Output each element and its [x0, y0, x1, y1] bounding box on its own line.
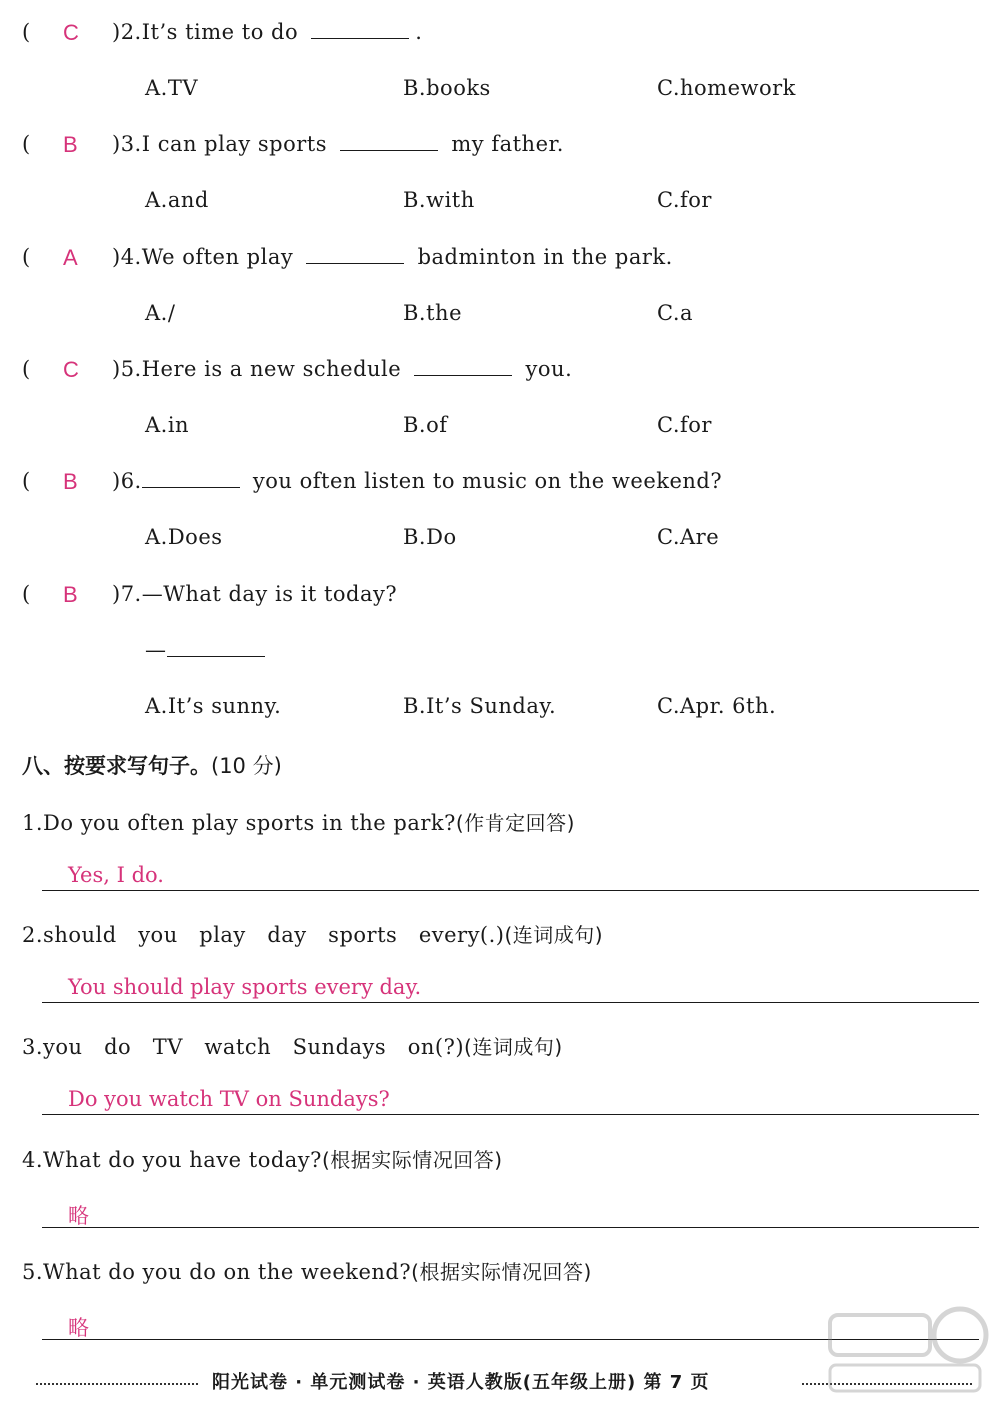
option-b: B.with — [403, 188, 475, 212]
footer-dots-left — [36, 1383, 198, 1385]
option-b: B.the — [403, 301, 462, 325]
watermark-logo-icon — [820, 1300, 990, 1400]
option-b: B.of — [403, 413, 448, 437]
answer-line — [42, 1114, 979, 1115]
written-answer: Yes, I do. — [68, 863, 164, 887]
write-question: 4.What do you have today?(根据实际情况回答) — [22, 1148, 503, 1172]
answer-letter: B — [63, 582, 78, 607]
footer-text: 阳光试卷 · 单元测试卷 · 英语人教版(五年级上册) 第 7 页 — [212, 1372, 710, 1393]
written-answer: Do you watch TV on Sundays? — [68, 1087, 390, 1111]
answer-blank — [167, 638, 265, 657]
option-a: A.and — [145, 188, 209, 212]
question-stem: )2.It’s time to do . — [112, 20, 423, 44]
open-paren: ( — [22, 245, 31, 269]
written-answer: You should play sports every day. — [68, 975, 422, 999]
option-c: C.for — [657, 188, 712, 212]
question-stem: )4.We often play badminton in the park. — [112, 245, 673, 269]
written-answer: 略 — [68, 1204, 89, 1228]
option-a: A./ — [145, 301, 176, 325]
open-paren: ( — [22, 20, 31, 44]
written-answer: 略 — [68, 1316, 89, 1340]
question-stem: )6. you often listen to music on the weekend? — [112, 469, 723, 493]
answer-letter: A — [63, 245, 78, 270]
option-a: A.Does — [145, 525, 223, 549]
option-c: C.Apr. 6th. — [657, 694, 777, 718]
answer-blank — [311, 20, 409, 39]
answer-letter: C — [63, 20, 79, 45]
question-stem: )5.Here is a new schedule you. — [112, 357, 573, 381]
answer-blank — [414, 357, 512, 376]
write-question: 1.Do you often play sports in the park?(作肯定回答) — [22, 811, 575, 835]
answer-blank — [306, 245, 404, 264]
answer-letter: B — [63, 132, 78, 157]
answer-blank — [340, 132, 438, 151]
option-c: C.Are — [657, 525, 720, 549]
open-paren: ( — [22, 132, 31, 156]
option-a: A.TV — [145, 76, 199, 100]
answer-line — [42, 890, 979, 891]
option-b: B.It’s Sunday. — [403, 694, 557, 718]
answer-letter: C — [63, 357, 79, 382]
option-b: B.Do — [403, 525, 457, 549]
reply-line: — — [145, 638, 271, 662]
option-c: C.homework — [657, 76, 796, 100]
option-c: C.for — [657, 413, 712, 437]
answer-line — [42, 1227, 979, 1228]
write-question: 5.What do you do on the weekend?(根据实际情况回答) — [22, 1260, 592, 1284]
question-stem: )3.I can play sports my father. — [112, 132, 564, 156]
option-c: C.a — [657, 301, 694, 325]
open-paren: ( — [22, 582, 31, 606]
answer-letter: B — [63, 469, 78, 494]
answer-line — [42, 1002, 979, 1003]
option-a: A.It’s sunny. — [145, 694, 282, 718]
open-paren: ( — [22, 469, 31, 493]
answer-blank — [142, 469, 240, 488]
question-stem: )7.—What day is it today? — [112, 582, 398, 606]
option-a: A.in — [145, 413, 190, 437]
write-question: 3.you do TV watch Sundays on(?)(连词成句) — [22, 1035, 563, 1059]
open-paren: ( — [22, 357, 31, 381]
section-heading: 八、按要求写句子。(10 分) — [22, 754, 282, 778]
option-b: B.books — [403, 76, 491, 100]
write-question: 2.should you play day sports every(.)(连词成句) — [22, 923, 604, 947]
